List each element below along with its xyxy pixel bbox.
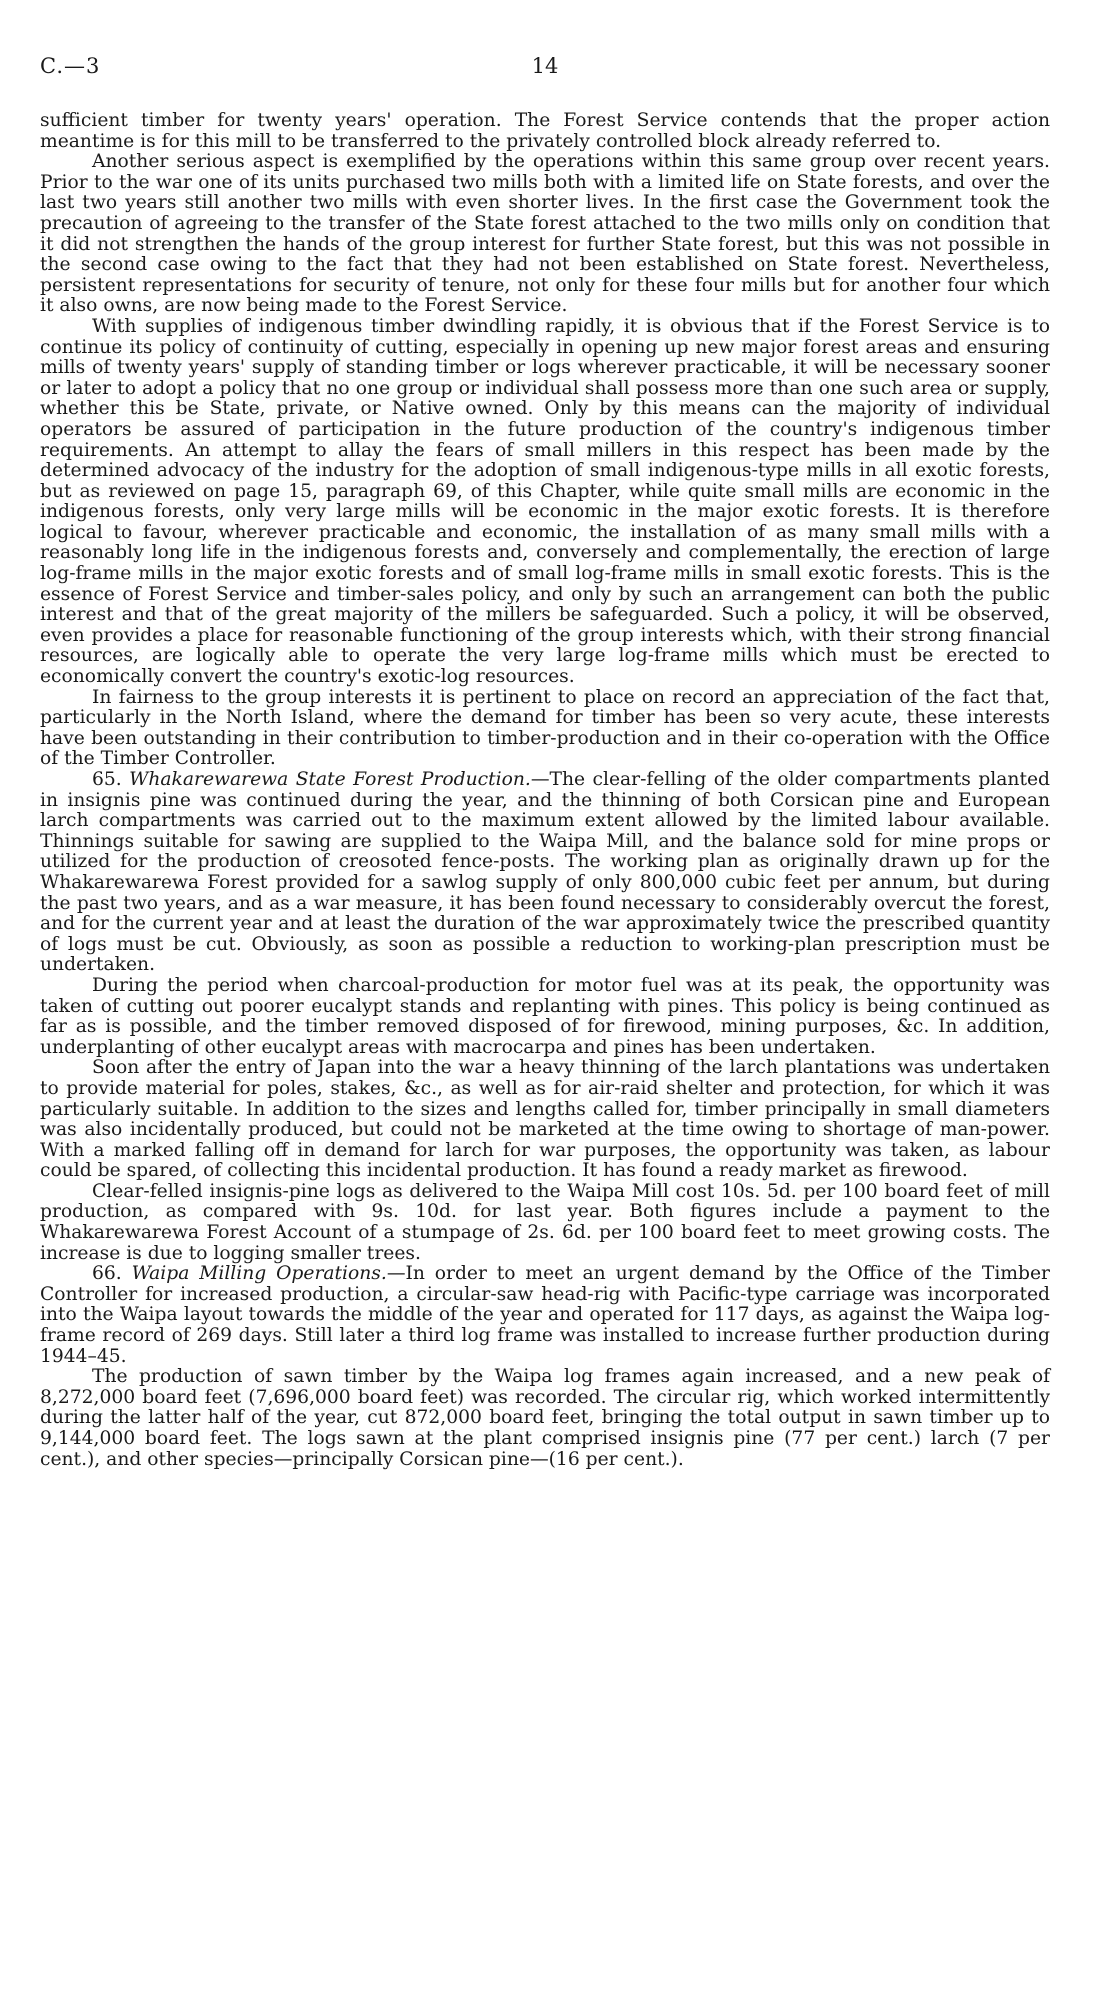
section-heading: Waipa Milling Operations. [131, 1263, 387, 1285]
section-number: 65. [92, 769, 122, 790]
paragraph: With supplies of indigenous timber dwindling rapidly, it is obvious that if the Forest Service is to continue its policy of continuity of cutting, especially in opening up new major forest areas and ensuring mills of twenty years' supply of standing timber or logs wherever practicable, it will be necessary sooner or later to adopt a policy that no one group or individual shall possess more than one such area or supply, whether this be State, private, or Native owned. Only by this means can the majority of individual operators be assured of participation in the future production of the country's indigenous timber requirements. An attempt to allay the fears of small millers in this respect has been made by the determined advocacy of the industry for the adoption of small indigenous-type mills in all exotic forests, but as reviewed on page 15, paragraph 69, of this Chapter, while quite small mills are economic in the indigenous forests, only very large mills will be economic in the major exotic forests. It is therefore logical to favour, wherever practicable and economic, the installation of as many small mills with a reasonably long life in the indigenous forests and, conversely and complementally, the erection of large log-frame mills in the major exotic forests and of small log-frame mills in small exotic forests. This is the essence of Forest Service and timber-sales policy, and only by such an arrangement can both the public interest and that of the great majority of the millers be safeguarded. Such a policy, it will be observed, even provides a place for reasonable functioning of the group interests which, with their strong financial resources, are logically able to operate the very large log-frame mills which must be erected to economically convert the country's exotic-log resources. [40, 315, 1050, 688]
page-body [40, 111, 1050, 1470]
document-reference: C.—3 [40, 54, 101, 78]
paragraph: During the period when charcoal-production for motor fuel was at its peak, the opportunity was taken of cutting out poorer eucalypt stands and replanting with pines. This policy is being continued as far as is possible, and the timber removed disposed of for firewood, mining purposes, &c. In addition, underplanting of other eucalypt areas with macrocarpa and pines has been undertaken. [40, 974, 1050, 1058]
paragraph: Soon after the entry of Japan into the war a heavy thinning of the larch plantations was undertaken to provide material for poles, stakes, &c., as well as for air-raid shelter and protection, for which it was particularly suitable. In addition to the sizes and lengths called for, timber principally in small diameters was also incidentally produced, but could not be marketed at the time owing to shortage of man-power. With a marked falling off in demand for larch for war purposes, the opportunity was taken, as labour could be spared, of collecting this incidental production. It has found a ready market as firewood. [40, 1057, 1050, 1182]
paragraph: In fairness to the group interests it is pertinent to place on record an appreciation of the fact that, particularly in the North Island, where the demand for timber has been so very acute, these interests have been outstanding in their contribution to timber-production and in their co-operation with the Office of the Timber Controller. [40, 686, 1050, 770]
section-text: —The clear-felling of the older compartments planted in insignis pine was continued during the year, and the thinning of both Corsican pine and European larch compartments was carried out to the maximum extent allowed by the limited labour available. Thinnings suitable for sawing are supplied to the Waipa Mill, and the balance sold for mine props or utilized for the production of creosoted fence-posts. The working plan as originally drawn up for the Whakarewarewa Forest provided for a sawlog supply of only 800,000 cubic feet per annum, but during the past two years, and as a war measure, it has been found necessary to considerably overcut the forest, and for the current year and at least the duration of the war approximately twice the prescribed quantity of logs must be cut. Obviously, as soon as possible a reduction to working-plan prescription must be undertaken. [40, 769, 1050, 976]
paragraph: Clear-felled insignis-pine logs as delivered to the Waipa Mill cost 10s. 5d. per 100 board feet of mill production, as compared with 9s. 10d. for last year. Both figures include a payment to the Whakarewarewa Forest Account of a stumpage of 2s. 6d. per 100 board feet to meet growing costs. The increase is due to logging smaller trees. [40, 1180, 1050, 1264]
paragraph: sufficient timber for twenty years' operation. The Forest Service contends that the proper action meantime is for this mill to be transferred to the privately controlled block already referred to. [40, 110, 1050, 152]
paragraph: The production of sawn timber by the Waipa log frames again increased, and a new peak of 8,272,000 board feet (7,696,000 board feet) was recorded. The circular rig, which worked intermittently during the latter half of the year, cut 872,000 board feet, bringing the total output in sawn timber up to 9,144,000 board feet. The logs sawn at the plant comprised insignis pine (77 per cent.) larch (7 per cent.), and other species—principally Corsican pine—(16 per cent.). [40, 1366, 1050, 1470]
section-number: 66. [92, 1263, 122, 1285]
page-number: 14 [531, 54, 559, 78]
section-paragraph-65 [40, 770, 1050, 976]
section-heading: Whakarewarewa State Forest Production. [129, 769, 531, 790]
paragraph: Another serious aspect is exemplified by the operations within this same group over recent years. Prior to the war one of its units purchased two mills both with a limited life on State forests, and over the last two years still another two mills with even shorter lives. In the first case the Government took the precaution of agreeing to the transfer of the State forest attached to the two mills only on condition that it did not strengthen the hands of the group interest for further State forest, but this was not possible in the second case owing to the fact that they had not been established on State forest. Nevertheless, persistent representations for security of tenure, not only for these four mills but for another four which it also owns, are now being made to the Forest Service. [40, 151, 1050, 317]
section-paragraph-66 [40, 1264, 1050, 1367]
page-header [40, 54, 1050, 84]
section-text: —In order to meet an urgent demand by the Office of the Timber Controller for increased production, a circular-saw head-rig with Pacific-type carriage was incorporated into the Waipa layout towards the middle of the year and operated for 117 days, as against the Waipa log-frame record of 269 days. Still later a third log frame was installed to increase further production during 1944–45. [40, 1263, 1050, 1367]
